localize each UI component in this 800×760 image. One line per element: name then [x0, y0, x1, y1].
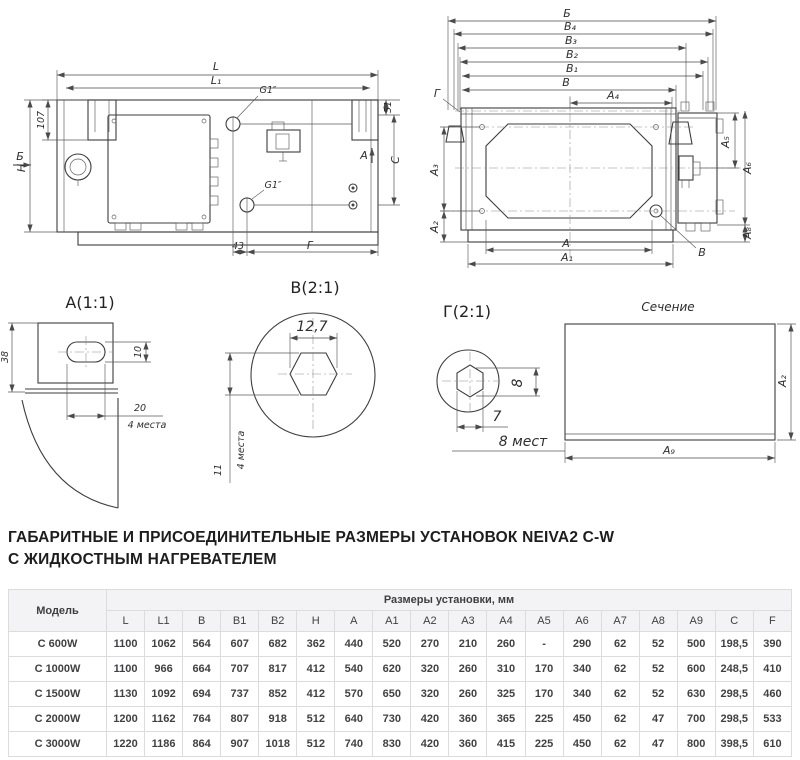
- dim-cell-a4: 310: [487, 657, 525, 682]
- dim-label-l1: L₁: [210, 74, 222, 87]
- dim-cell-a3: 260: [449, 657, 487, 682]
- dim-cell-l1: 1092: [145, 682, 183, 707]
- table-row: [9, 657, 792, 682]
- dim-cell-a5: 225: [525, 707, 563, 732]
- dim-cell-a: 570: [335, 682, 373, 707]
- dim-cell-c: 298,5: [715, 682, 753, 707]
- column-header-f: F: [753, 611, 791, 632]
- dim-cell-l: 1200: [107, 707, 145, 732]
- column-header-c: C: [715, 611, 753, 632]
- dim-cell-b1: 737: [221, 682, 259, 707]
- dim-label-7: 7: [492, 409, 502, 425]
- dim-cell-a5: 225: [525, 732, 563, 757]
- dim-label-a2-left: A₂: [428, 221, 441, 233]
- dim-cell-a4: 260: [487, 632, 525, 657]
- dim-cell-c: 248,5: [715, 657, 753, 682]
- dim-cell-b: 764: [183, 707, 221, 732]
- table-body: [9, 632, 792, 757]
- dim-cell-h: 512: [297, 732, 335, 757]
- dim-cell-f: 390: [753, 632, 791, 657]
- dim-cell-l1: 1062: [145, 632, 183, 657]
- dim-label-51: 51: [383, 100, 394, 114]
- dim-cell-c: 398,5: [715, 732, 753, 757]
- dim-cell-a9: 600: [677, 657, 715, 682]
- dim-label-20: 20: [133, 403, 147, 414]
- model-cell: C 600W: [9, 632, 107, 657]
- dim-label-a6: A₆: [741, 162, 754, 174]
- dim-cell-b2: 817: [259, 657, 297, 682]
- column-header-a2: A2: [411, 611, 449, 632]
- dim-cell-a3: 260: [449, 682, 487, 707]
- dim-label-b-full: Б: [563, 7, 571, 20]
- dim-cell-a1: 830: [373, 732, 411, 757]
- detail-a-places-note: 4 места: [127, 420, 167, 431]
- view-arrow-a-label: A: [360, 149, 368, 162]
- dim-cell-a9: 500: [677, 632, 715, 657]
- dim-cell-a6: 340: [563, 657, 601, 682]
- dim-cell-a: 640: [335, 707, 373, 732]
- column-header-a: A: [335, 611, 373, 632]
- column-header-l1: L1: [145, 611, 183, 632]
- page-title-line2: С ЖИДКОСТНЫМ НАГРЕВАТЕЛЕМ: [8, 551, 277, 568]
- dim-cell-b: 694: [183, 682, 221, 707]
- dim-cell-a3: 360: [449, 732, 487, 757]
- dim-label-10: 10: [133, 345, 144, 359]
- dim-cell-f: 410: [753, 657, 791, 682]
- dim-cell-a3: 210: [449, 632, 487, 657]
- dim-cell-a8: 47: [639, 707, 677, 732]
- column-header-b: B: [183, 611, 221, 632]
- dim-cell-a4: 365: [487, 707, 525, 732]
- section-view-drawing: [565, 300, 796, 463]
- table-header: [9, 590, 792, 632]
- dim-label-12-7: 12,7: [296, 319, 328, 335]
- dim-label-a5: A₅: [719, 136, 732, 148]
- dim-cell-a8: 52: [639, 632, 677, 657]
- dim-cell-l: 1100: [107, 632, 145, 657]
- dim-cell-a7: 62: [601, 732, 639, 757]
- dim-label-a9: A₉: [663, 444, 675, 457]
- column-header-a3: A3: [449, 611, 487, 632]
- column-header-a6: A6: [563, 611, 601, 632]
- column-header-h: H: [297, 611, 335, 632]
- dim-label-g1-top: G1″: [259, 85, 277, 96]
- dim-label-38: 38: [0, 350, 11, 364]
- dim-cell-f: 460: [753, 682, 791, 707]
- dim-cell-a5: 170: [525, 657, 563, 682]
- dim-cell-a7: 62: [601, 707, 639, 732]
- detail-b-title: В(2:1): [290, 278, 340, 297]
- detail-b-drawing: [213, 278, 375, 483]
- dim-cell-a9: 630: [677, 682, 715, 707]
- dim-cell-l1: 1186: [145, 732, 183, 757]
- dim-cell-a5: -: [525, 632, 563, 657]
- table-row: [9, 732, 792, 757]
- view-arrow-g-label: Г: [433, 87, 441, 100]
- dim-cell-a: 740: [335, 732, 373, 757]
- dim-cell-a7: 62: [601, 682, 639, 707]
- dim-cell-a8: 52: [639, 657, 677, 682]
- dim-cell-b: 864: [183, 732, 221, 757]
- dim-cell-a7: 62: [601, 657, 639, 682]
- page-title-line1: ГАБАРИТНЫЕ И ПРИСОЕДИНИТЕЛЬНЫЕ РАЗМЕРЫ УСТАНОВОК NEIVA2 C-W: [8, 529, 615, 546]
- dim-cell-a9: 800: [677, 732, 715, 757]
- dim-cell-a: 440: [335, 632, 373, 657]
- detail-g-places-note: 8 мест: [498, 434, 548, 450]
- model-cell: C 1500W: [9, 682, 107, 707]
- dim-cell-f: 610: [753, 732, 791, 757]
- group-header: Размеры установки, мм: [107, 590, 792, 611]
- dim-label-a8: A₈: [741, 227, 754, 239]
- column-header-a4: A4: [487, 611, 525, 632]
- dim-cell-h: 412: [297, 682, 335, 707]
- dim-label-8: 8: [510, 378, 526, 388]
- dim-cell-a8: 47: [639, 732, 677, 757]
- dim-cell-b2: 682: [259, 632, 297, 657]
- column-header-b1: B1: [221, 611, 259, 632]
- dim-cell-l: 1220: [107, 732, 145, 757]
- dim-cell-a2: 270: [411, 632, 449, 657]
- dim-cell-a5: 170: [525, 682, 563, 707]
- column-header-a7: A7: [601, 611, 639, 632]
- model-cell: C 3000W: [9, 732, 107, 757]
- dim-label-a2-section: A₂: [776, 375, 789, 387]
- table-row: [9, 682, 792, 707]
- dim-cell-h: 412: [297, 657, 335, 682]
- column-header-b2: B2: [259, 611, 297, 632]
- dim-label-b4: B₄: [564, 20, 576, 33]
- dim-label-a: A: [562, 237, 570, 250]
- dim-label-b2: B₂: [566, 48, 578, 61]
- model-cell: C 1000W: [9, 657, 107, 682]
- dim-cell-b1: 807: [221, 707, 259, 732]
- dim-cell-b1: 607: [221, 632, 259, 657]
- dim-cell-b2: 918: [259, 707, 297, 732]
- dim-label-11: 11: [213, 463, 224, 477]
- dim-cell-l1: 1162: [145, 707, 183, 732]
- dim-cell-b: 564: [183, 632, 221, 657]
- dim-cell-a2: 420: [411, 732, 449, 757]
- dim-cell-a6: 290: [563, 632, 601, 657]
- dim-label-c: C: [389, 156, 402, 164]
- dim-label-h: H: [15, 163, 28, 173]
- column-header-a8: A8: [639, 611, 677, 632]
- front-view-drawing: [13, 60, 402, 256]
- dim-cell-a9: 700: [677, 707, 715, 732]
- dim-cell-h: 512: [297, 707, 335, 732]
- dim-label-f: F: [306, 239, 314, 252]
- detail-b-places-note: 4 места: [236, 430, 247, 470]
- dim-label-b3: B₃: [565, 34, 577, 47]
- table-row: [9, 632, 792, 657]
- dim-cell-c: 298,5: [715, 707, 753, 732]
- column-header-a9: A9: [677, 611, 715, 632]
- detail-g-drawing: [437, 302, 565, 451]
- dim-label-b1: B₁: [566, 62, 578, 75]
- dim-cell-a2: 420: [411, 707, 449, 732]
- dim-cell-l1: 966: [145, 657, 183, 682]
- section-title: Сечение: [641, 300, 695, 314]
- column-header-l: L: [107, 611, 145, 632]
- dim-cell-a2: 320: [411, 657, 449, 682]
- dim-cell-a8: 52: [639, 682, 677, 707]
- dim-cell-a3: 360: [449, 707, 487, 732]
- page-title: [8, 527, 748, 571]
- dim-cell-b: 664: [183, 657, 221, 682]
- top-view-drawing: [428, 7, 754, 268]
- detail-b-leader-label: B: [698, 246, 706, 259]
- model-cell: C 2000W: [9, 707, 107, 732]
- detail-a-title: А(1:1): [65, 293, 115, 312]
- dim-cell-a1: 730: [373, 707, 411, 732]
- detail-g-title: Г(2:1): [443, 302, 491, 321]
- dim-cell-a6: 450: [563, 732, 601, 757]
- dim-cell-f: 533: [753, 707, 791, 732]
- dim-cell-l: 1100: [107, 657, 145, 682]
- dim-cell-h: 362: [297, 632, 335, 657]
- dim-cell-b1: 907: [221, 732, 259, 757]
- dim-cell-c: 198,5: [715, 632, 753, 657]
- table-header-row-group: [9, 590, 792, 611]
- dim-label-l: L: [212, 60, 220, 73]
- dim-cell-a2: 320: [411, 682, 449, 707]
- dim-label-43: 43: [231, 241, 245, 252]
- dim-label-a1: A₁: [561, 251, 573, 264]
- dim-cell-a6: 340: [563, 682, 601, 707]
- dim-cell-a1: 620: [373, 657, 411, 682]
- dim-cell-a6: 450: [563, 707, 601, 732]
- model-column-header: Модель: [9, 590, 107, 632]
- dim-cell-b1: 707: [221, 657, 259, 682]
- dim-cell-a: 540: [335, 657, 373, 682]
- table-header-row-letters: [9, 611, 792, 632]
- dim-cell-l: 1130: [107, 682, 145, 707]
- dim-label-a4: A₄: [607, 89, 619, 102]
- dim-cell-a1: 520: [373, 632, 411, 657]
- detail-a-drawing: [0, 293, 167, 508]
- dim-cell-a4: 415: [487, 732, 525, 757]
- dim-label-g1-bottom: G1″: [264, 180, 282, 191]
- dim-label-a3: A₃: [428, 164, 441, 176]
- table-row: [9, 707, 792, 732]
- dim-cell-b2: 1018: [259, 732, 297, 757]
- dim-cell-a4: 325: [487, 682, 525, 707]
- dimensions-table: [8, 589, 792, 757]
- dim-cell-b2: 852: [259, 682, 297, 707]
- dim-cell-a1: 650: [373, 682, 411, 707]
- dim-cell-a7: 62: [601, 632, 639, 657]
- view-arrow-b-label: Б: [16, 150, 24, 163]
- dim-label-b: B: [562, 76, 570, 89]
- dim-label-107: 107: [36, 110, 47, 130]
- column-header-a1: A1: [373, 611, 411, 632]
- column-header-a5: A5: [525, 611, 563, 632]
